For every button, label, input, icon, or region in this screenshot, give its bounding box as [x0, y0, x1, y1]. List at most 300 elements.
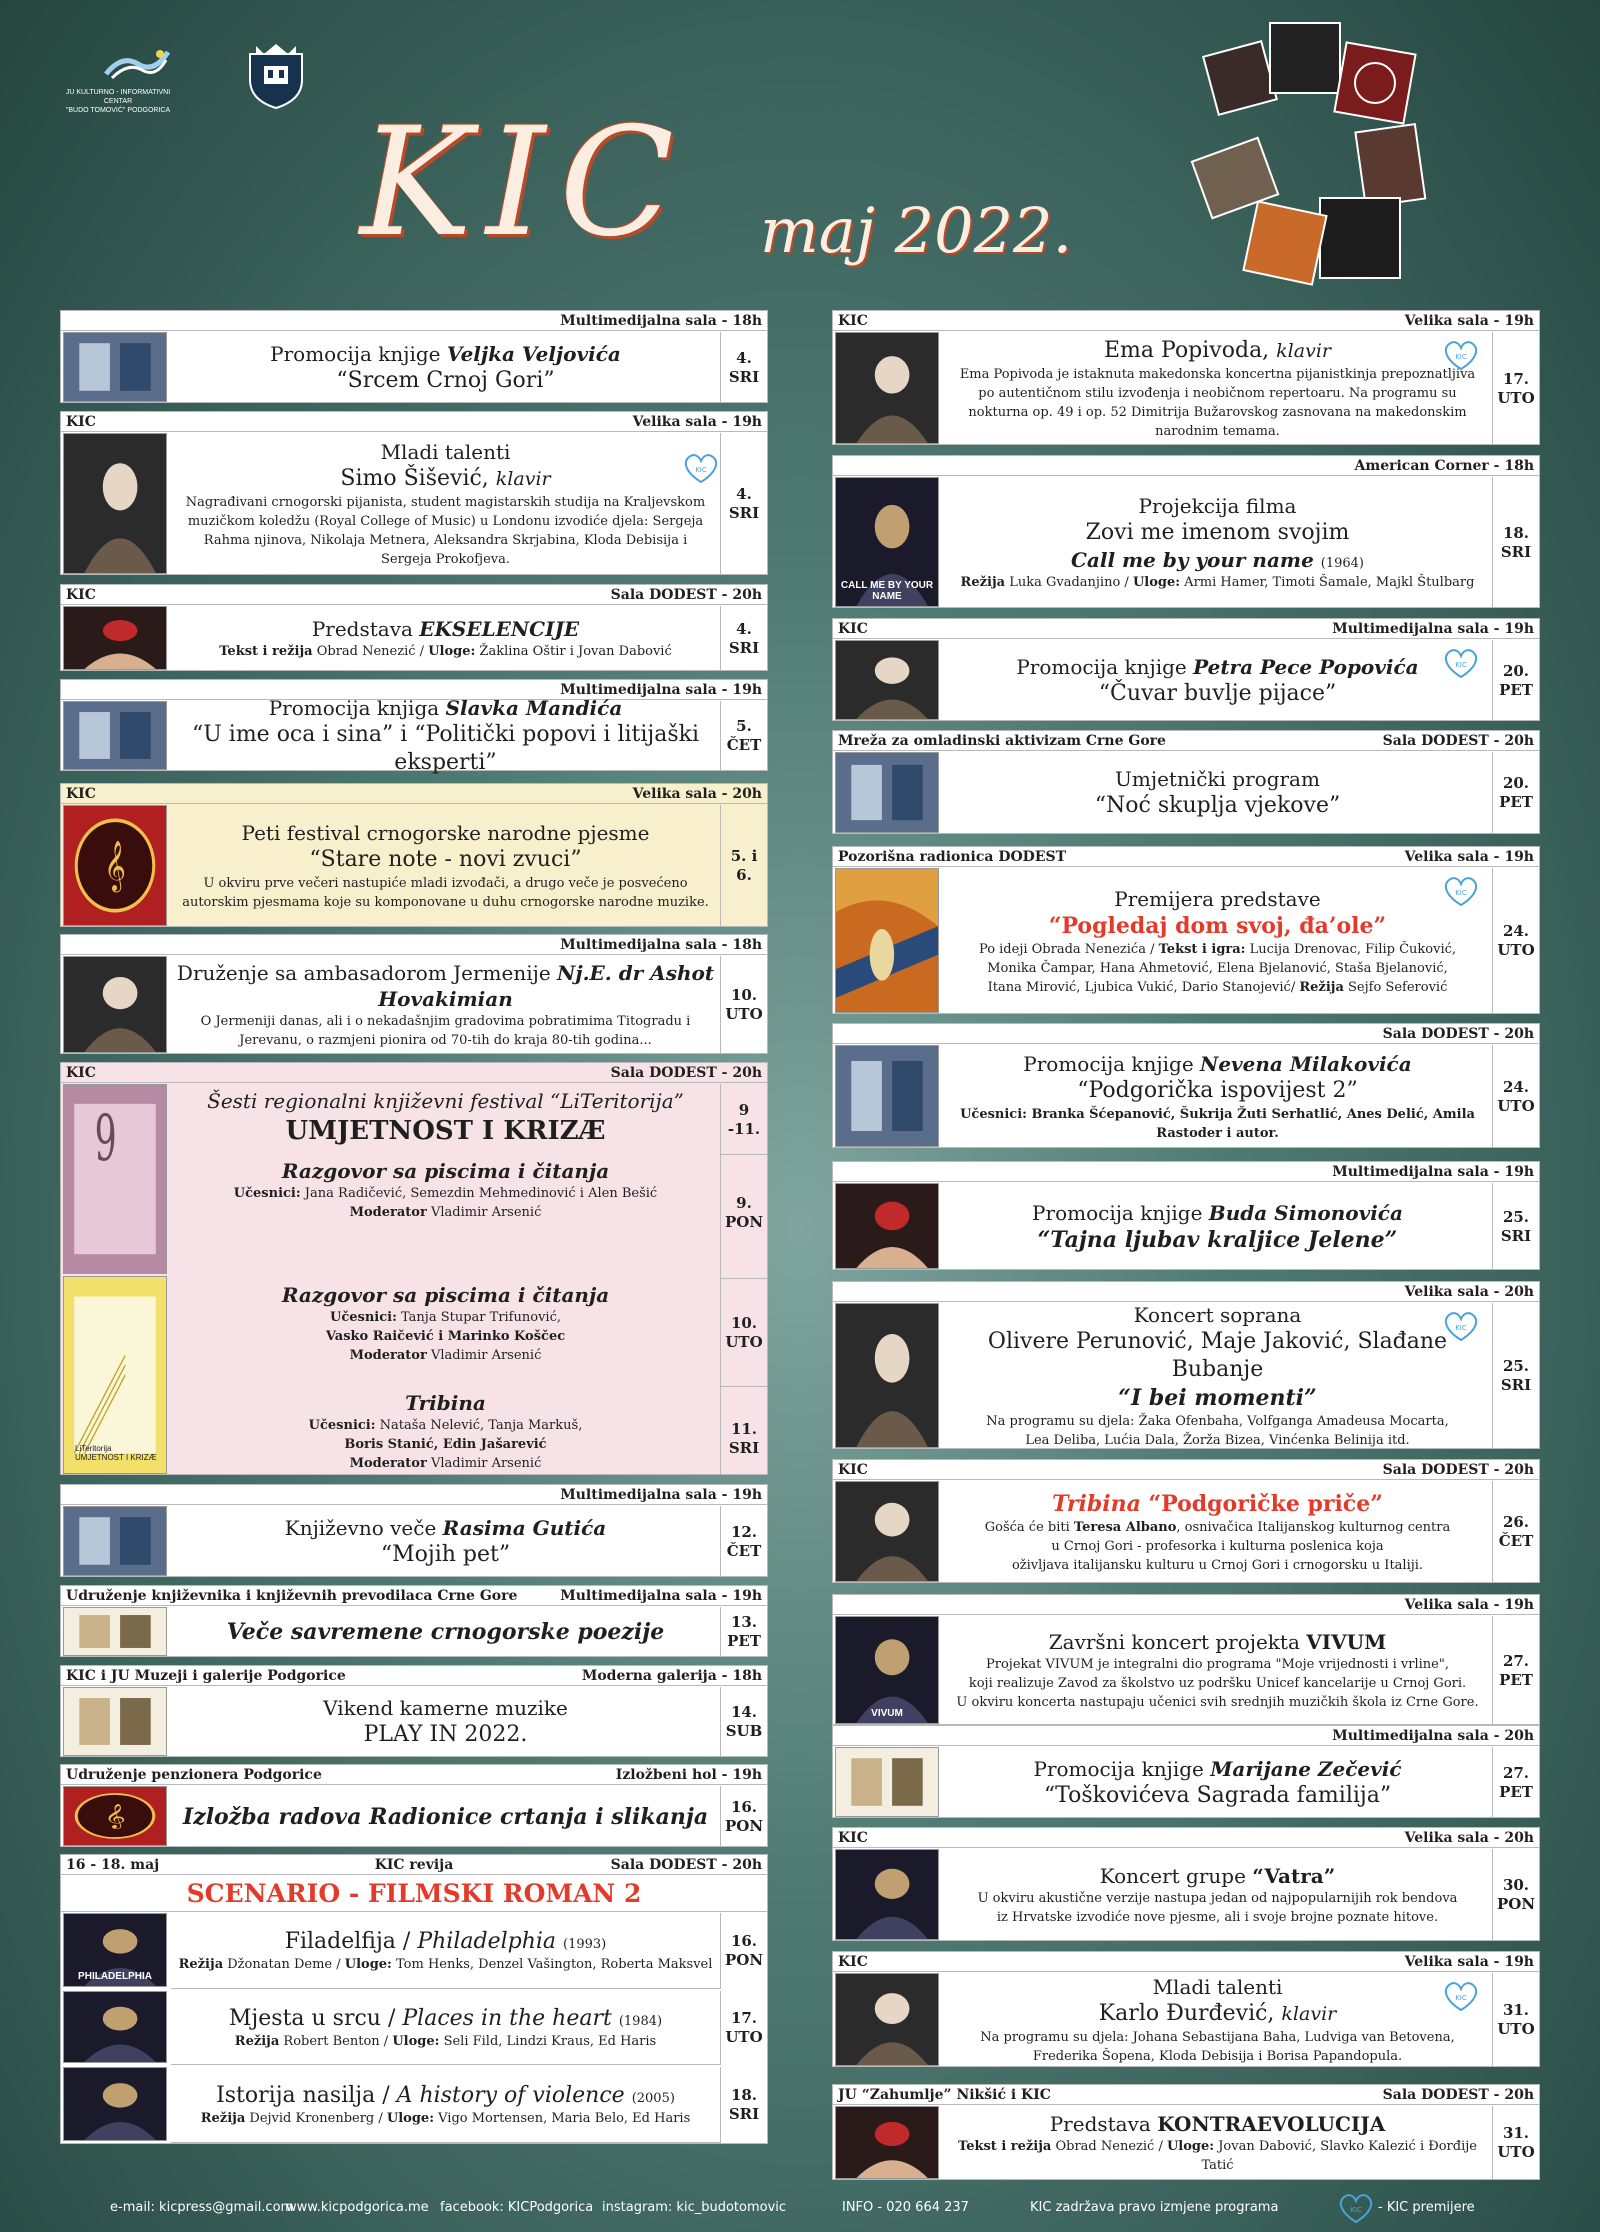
- footer-email[interactable]: e-mail: kicpress@gmail.com: [110, 2200, 294, 2215]
- footer-info-phone: INFO - 020 664 237: [842, 2200, 969, 2215]
- event-title-name: Slavka Mandića: [445, 696, 623, 720]
- event-header: [61, 1666, 767, 1686]
- event-red-prefix: Tribina: [1052, 1490, 1149, 1517]
- event-description: Ema Popivoda je istaknuta makedonska koncertna pijanistkinja prepoznatljiva po autentičnom stilu izvođenja i neobičnom repertoaru. Na programu su nokturna op. 49 i op. 52 Dimitrija Bužarovskog zasnovana na makedonskim narodnim temama.: [959, 366, 1476, 439]
- credit-segment: Uloge:: [1166, 2139, 1215, 2154]
- event-title-prefix: Promocija knjige: [1016, 654, 1194, 679]
- event-credits-line: [943, 1412, 1492, 1431]
- svg-text:𝄞: 𝄞: [104, 841, 126, 891]
- session-participants: [171, 1308, 720, 1327]
- session-participants: [171, 1454, 720, 1473]
- date-number: 5. i 6.: [730, 847, 758, 884]
- event-header: [833, 731, 1539, 751]
- event-venue-time: Velika sala - 20h: [1404, 1830, 1534, 1846]
- event-title-prefix: Književno veče: [284, 1515, 443, 1540]
- event-image: [63, 606, 167, 670]
- session-date: [721, 1278, 767, 1386]
- event-credits: [943, 573, 1492, 592]
- event-venue-time: Sala DODEST - 20h: [610, 587, 762, 603]
- footer-facebook[interactable]: facebook: KICPodgorica: [440, 2200, 594, 2215]
- participant-segment: Vladimir Arsenić: [426, 1205, 542, 1220]
- event-title: [171, 820, 720, 846]
- event-subtitle: “Podgorička ispovijest 2”: [1077, 1077, 1358, 1103]
- event-header: [61, 784, 767, 804]
- event-title: [171, 616, 720, 642]
- credit-segment: Uloge:: [344, 1956, 392, 1972]
- event-credits-line: [943, 940, 1492, 959]
- credit-segment: Režija: [178, 1956, 224, 1972]
- credit-segment: Armi Hamer, Timoti Šamale, Majkl Štulbarg: [1180, 575, 1475, 590]
- event-body: [171, 805, 721, 927]
- event-card-right-8: [832, 1459, 1540, 1583]
- event-title-prefix: Promocija knjige: [1033, 1756, 1211, 1781]
- event-body: [171, 433, 721, 575]
- event-date: [1493, 640, 1539, 721]
- date-number: 10.: [730, 1313, 758, 1332]
- festival-session: [171, 1158, 720, 1274]
- participant-segment: Vladimir Arsenić: [426, 1348, 542, 1363]
- event-date: [1493, 477, 1539, 608]
- event-image: [63, 332, 167, 402]
- event-image: [835, 1303, 939, 1448]
- kic-premiere-heart-icon: [1441, 1310, 1481, 1344]
- event-image: [835, 1045, 939, 1147]
- kic-premiere-heart-icon: [1441, 339, 1481, 373]
- event-title: [943, 1302, 1492, 1328]
- date-number: 31.: [1502, 2124, 1530, 2142]
- event-date: [1493, 2106, 1539, 2180]
- event-date: [1493, 1045, 1539, 1148]
- event-body: [943, 332, 1493, 445]
- event-italic-title: Veče savremene crnogorske poezije: [226, 1619, 665, 1645]
- event-title-prefix: Umjetnički program: [1115, 767, 1320, 791]
- date-number: 14.: [730, 1703, 758, 1721]
- event-title: [943, 1200, 1492, 1226]
- event-venue-time: Sala DODEST - 20h: [1382, 1026, 1534, 1042]
- credit-segment: Itana Mirović, Ljubica Vukić, Dario Stanojević/: [987, 979, 1300, 995]
- svg-text:KIC: KIC: [1350, 2206, 1362, 2214]
- date-weekday: SRI: [1500, 1376, 1532, 1394]
- credit-segment: Monika Čampar, Hana Ahmetović, Elena Bjelanović, Staša Bjelanović,: [987, 960, 1448, 976]
- description-segment: u Crnoj Gori - profesorka i kulturna poslenica koja: [1051, 1538, 1384, 1554]
- event-header: [833, 619, 1539, 639]
- event-organizer: KIC: [838, 621, 868, 637]
- credit-segment: Vigo Mortensen, Maria Belo, Ed Haris: [434, 2110, 691, 2126]
- event-name-text: Simo Šišević,: [340, 466, 496, 491]
- event-date: [721, 606, 767, 671]
- date-weekday: UTO: [1497, 1096, 1535, 1115]
- event-subtitle: “Toškovićeva Sagrada familija”: [1043, 1782, 1392, 1808]
- event-card-right-2: [832, 618, 1540, 721]
- event-title: [943, 1756, 1492, 1782]
- date-number: 27.: [1502, 1651, 1530, 1670]
- event-title-name: Nevena Milakovića: [1200, 1051, 1412, 1076]
- date-weekday: UTO: [1497, 2020, 1535, 2038]
- event-title: [171, 1515, 720, 1541]
- event-image: [63, 433, 167, 574]
- event-date: [1493, 868, 1539, 1014]
- event-name: [171, 465, 720, 493]
- credit-segment: Obrad Nenezić /: [1051, 2139, 1167, 2154]
- event-organizer: KIC: [66, 1065, 96, 1081]
- footer-website[interactable]: www.kicpodgorica.me: [286, 2200, 429, 2215]
- event-header: [833, 1595, 1539, 1615]
- event-image: [63, 1687, 167, 1756]
- credit-segment: Sejfo Seferović: [1343, 979, 1448, 995]
- date-weekday: UTO: [1497, 388, 1535, 407]
- event-body: [171, 696, 721, 775]
- event-title-name: Petra Pece Popovića: [1193, 654, 1419, 679]
- event-date: [721, 433, 767, 575]
- description-segment: U okviru koncerta nastupaju učenici svih srednjih muzičkih škola iz Crne Gore.: [956, 1695, 1479, 1710]
- event-card-left-4: [60, 783, 768, 927]
- event-venue-time: Velika sala - 19h: [632, 414, 762, 430]
- event-credits-line: [943, 978, 1492, 997]
- festival-session: [171, 1282, 720, 1390]
- date-weekday: SRI: [1500, 1226, 1532, 1245]
- kic-premiere-heart-icon: [1441, 647, 1481, 681]
- event-subtitle: “Srcem Crnoj Gori”: [336, 367, 555, 393]
- date-weekday: UTO: [725, 1332, 763, 1351]
- event-card-right-10: [832, 1725, 1540, 1818]
- event-title: [171, 439, 720, 465]
- original-title: Call me by your name: [1070, 548, 1321, 572]
- event-credits: [943, 2137, 1492, 2175]
- film-poster: [63, 1991, 167, 2063]
- date-weekday: SRI: [728, 638, 760, 657]
- event-venue-time: Izložbeni hol - 19h: [615, 1767, 762, 1783]
- event-title-prefix: Završni koncert projekta: [1048, 1630, 1307, 1654]
- event-title: [943, 1051, 1492, 1077]
- credit-segment: Džonatan Deme /: [223, 1956, 345, 1972]
- event-description-line: [943, 1556, 1492, 1575]
- event-venue-time: Moderna galerija - 18h: [581, 1668, 762, 1684]
- event-title-bold: “Vatra”: [1252, 1864, 1336, 1888]
- event-venue-time: Multimedijalna sala - 19h: [1332, 1164, 1534, 1180]
- event-card-left-9: [60, 1665, 768, 1757]
- event-card-left-3: [60, 679, 768, 775]
- kic-premiere-heart-icon: [1336, 2192, 1376, 2226]
- description-segment: Teresa Albano: [1073, 1519, 1177, 1535]
- kic-logo-mark: [102, 44, 172, 84]
- svg-text:KIC: KIC: [1455, 353, 1467, 361]
- event-header: [833, 1024, 1539, 1044]
- film-poster-label: PHILADELPHIA: [78, 1971, 152, 1982]
- event-date: [1493, 752, 1539, 834]
- date-weekday: PON: [1496, 1895, 1536, 1913]
- date-number: 18.: [730, 2086, 758, 2104]
- event-card-left-1: [60, 411, 768, 575]
- credit-segment: Luka Gvadanjino /: [1005, 575, 1133, 590]
- date-weekday: PET: [1499, 1670, 1533, 1689]
- participant-segment: Vasko Raičević i Marinko Koščec: [325, 1329, 566, 1344]
- date-weekday: UTO: [725, 1005, 763, 1023]
- event-credits: [943, 1105, 1492, 1143]
- event-subtitle: “Mojih pet”: [380, 1541, 511, 1567]
- credit-segment: Uloge:: [1132, 575, 1181, 590]
- poster-title: KIC: [360, 96, 689, 270]
- event-subtitle: “Noć skuplja vjekove”: [1094, 793, 1341, 818]
- event-header: [61, 935, 767, 955]
- film-date: [721, 2067, 767, 2143]
- event-title: [943, 493, 1492, 519]
- date-number: 20.: [1502, 774, 1530, 792]
- festival-session: [171, 1390, 720, 1494]
- event-card-left-7: [60, 1484, 768, 1577]
- event-title-name: Rasima Gutića: [442, 1515, 607, 1540]
- film-title: [171, 2082, 720, 2109]
- date-weekday: PET: [1499, 1782, 1533, 1801]
- event-series: KIC revija: [374, 1857, 454, 1873]
- event-title-name: Marijane Zečević: [1210, 1756, 1402, 1781]
- event-body: [943, 1616, 1493, 1725]
- svg-text:9: 9: [94, 1101, 117, 1177]
- event-organizer: KIC: [838, 1462, 868, 1478]
- event-organizer: KIC: [66, 414, 96, 430]
- event-name-text: “Stare note - novi zvuci”: [309, 847, 582, 872]
- event-title-name: Nj.E. dr Ashot Hovakimian: [378, 961, 715, 1011]
- event-title: [943, 1863, 1492, 1889]
- participant-segment: Učesnici:: [308, 1418, 376, 1433]
- event-date: [721, 805, 767, 927]
- event-image: [63, 1607, 167, 1656]
- date-number: 12.: [730, 1522, 758, 1541]
- event-date: [1493, 1183, 1539, 1270]
- credit-segment: Uloge:: [386, 2110, 434, 2126]
- session-date: [721, 1154, 767, 1270]
- event-description-line: [943, 1889, 1492, 1908]
- event-description-line: [943, 1908, 1492, 1927]
- event-credits-line: [943, 959, 1492, 978]
- event-card-left-0: [60, 310, 768, 403]
- svg-text:KIC: KIC: [1455, 1994, 1467, 2002]
- svg-text:𝄞: 𝄞: [104, 1804, 126, 1829]
- session-title: Razgovor sa piscima i čitanja: [281, 1283, 610, 1307]
- participant-segment: Učesnici:: [233, 1186, 301, 1201]
- film-poster: [63, 2067, 167, 2141]
- festival-name: Šesti regionalni književni festival “LiTeritorija”: [207, 1089, 684, 1113]
- event-title-prefix: Peti festival crnogorske narodne pjesme: [241, 821, 650, 845]
- footer-instagram[interactable]: instagram: kic_budotomovic: [602, 2200, 787, 2215]
- event-italic-title: “Tajna ljubav kraljice Jelene”: [1037, 1226, 1398, 1253]
- credit-segment: Učesnici: Branka Šćepanović, Šukrija Žuti Serhatlić, Anes Delić, Amila Rastoder i autor.: [960, 1106, 1475, 1141]
- date-number: 4.: [736, 348, 752, 367]
- event-title: [171, 341, 720, 367]
- event-venue-time: Sala DODEST - 20h: [1382, 2087, 1534, 2103]
- event-title: [943, 886, 1492, 912]
- event-card-right-3: [832, 730, 1540, 834]
- event-image: [835, 2106, 939, 2179]
- film-title-local: Mjesta u srcu /: [228, 2005, 403, 2031]
- event-title-prefix: Promocija knjiga: [268, 696, 446, 720]
- date-weekday: UTO: [725, 2028, 763, 2046]
- event-organizer: KIC: [838, 1830, 868, 1846]
- credit-segment: Režija: [1299, 979, 1344, 995]
- footer-rights-note: KIC zadržava pravo izmjene programa: [1030, 2200, 1279, 2215]
- event-venue-time: Velika sala - 20h: [1404, 1284, 1534, 1300]
- event-title-prefix: Premijera predstave: [1114, 886, 1321, 911]
- event-title-bold: KONTRAEVOLUCIJA: [1157, 2112, 1386, 2136]
- date-weekday: UTO: [1497, 2143, 1535, 2161]
- event-body: [171, 1786, 721, 1847]
- date-number: 24.: [1502, 1077, 1530, 1096]
- event-image: [835, 1973, 939, 2066]
- event-title: [171, 960, 720, 1012]
- kic-premiere-heart-icon: [681, 452, 721, 486]
- description-segment: oživljava italijansku kulturu u Crnoj Gori i crnogorsku u Italiji.: [1011, 1557, 1424, 1573]
- event-body: [171, 332, 721, 403]
- event-body: [171, 606, 721, 671]
- event-title-prefix: Druženje sa ambasadorom Jermenije: [176, 961, 558, 985]
- event-body: [943, 752, 1493, 834]
- date-number: 24.: [1502, 922, 1530, 940]
- film-title: [171, 1928, 720, 1955]
- event-organizer: KIC i JU Muzeji i galerije Podgorice: [66, 1668, 346, 1684]
- event-date: [721, 701, 767, 771]
- event-body: [943, 1045, 1493, 1148]
- credit-segment: Tekst i režija: [219, 644, 313, 659]
- date-number: 4.: [736, 619, 752, 638]
- event-date: [1493, 1616, 1539, 1725]
- event-title: [943, 766, 1492, 792]
- event-title-prefix: Koncert soprana: [1133, 1303, 1302, 1327]
- event-venue-time: Multimedijalna sala - 19h: [1332, 621, 1534, 637]
- event-description-line: [943, 2028, 1492, 2047]
- image-label: CALL ME BY YOUR NAME: [840, 580, 934, 602]
- event-venue-time: Sala DODEST - 20h: [1382, 733, 1534, 749]
- event-organizer: KIC: [838, 1954, 868, 1970]
- event-card-left-8: [60, 1585, 768, 1657]
- description-segment: U okviru akustične verzije nastupa jedan od najpopularnijih rok bendova: [977, 1891, 1458, 1906]
- session-participants: [171, 1327, 720, 1346]
- kic-logo: [58, 40, 178, 120]
- film-title-original: Places in the heart: [402, 2005, 619, 2031]
- event-venue-time: Multimedijalna sala - 20h: [1332, 1728, 1534, 1744]
- event-header: [61, 1765, 767, 1785]
- film-date: [721, 1913, 767, 1989]
- description-segment: Gošća će biti: [984, 1519, 1074, 1535]
- event-body: [943, 1481, 1493, 1583]
- description-segment: Frederika Šopena, Kloda Debisija i Borisa Papandopula.: [1032, 2049, 1403, 2064]
- event-name: [171, 846, 720, 874]
- credit-segment: Po ideji Obrada Nenezića /: [978, 941, 1159, 957]
- participant-segment: Moderator: [349, 1456, 427, 1471]
- event-title: [171, 695, 720, 721]
- event-credits: [171, 642, 720, 661]
- event-body: [171, 2067, 721, 2143]
- event-image: [835, 752, 939, 833]
- description-segment: Na programu su djela: Johana Sebastijana Baha, Ludviga van Betovena,: [980, 2030, 1455, 2045]
- event-card-right-9: [832, 1594, 1540, 1725]
- date-number: 17.: [730, 2009, 758, 2027]
- description-segment: koji realizuje Zavod za školstvo uz podršku Unicef kancelarije u Crnoj Gori.: [968, 1676, 1467, 1691]
- date-weekday: PET: [1499, 680, 1533, 699]
- credit-segment: Lucija Drenovac, Filip Čuković,: [1245, 941, 1457, 957]
- event-title: [943, 1629, 1492, 1655]
- film-title: [171, 2005, 720, 2032]
- poster-month: maj 2022.: [760, 194, 1073, 267]
- event-description-line: [943, 1518, 1492, 1537]
- date-weekday: ČET: [1498, 1532, 1534, 1550]
- event-subtitle: “U ime oca i sina” i “Politički popovi i litijaški eksperti”: [192, 722, 699, 775]
- event-name-role: klavir: [1281, 2003, 1337, 2025]
- event-date: [721, 1506, 767, 1577]
- event-image: [63, 701, 167, 770]
- event-header: [61, 412, 767, 432]
- event-body: [943, 1973, 1493, 2067]
- image-label: VIVUM: [871, 1708, 903, 1719]
- date-weekday: PON: [724, 1816, 764, 1835]
- event-name: [943, 1328, 1492, 1384]
- film-year: (1984): [618, 2013, 663, 2029]
- event-name: [943, 2000, 1492, 2028]
- event-body: [943, 640, 1493, 721]
- event-title-part: Promocija knjige: [270, 341, 447, 366]
- event-name-role: klavir: [1276, 339, 1331, 362]
- event-body: [171, 1991, 721, 2065]
- session-participants: [171, 1416, 720, 1435]
- film-credits: [171, 1955, 720, 1974]
- event-venue-time: Sala DODEST - 20h: [610, 1857, 762, 1873]
- event-date: [1493, 1973, 1539, 2067]
- kic-logo-text: JU KULTURNO - INFORMATIVNI CENTAR "BUDO TOMOVIĆ" PODGORICA: [65, 89, 171, 114]
- date-weekday: SRI: [728, 367, 760, 386]
- participant-segment: Tanja Stupar Trifunović,: [396, 1310, 561, 1325]
- film-date: [721, 1991, 767, 2065]
- event-header: [833, 456, 1539, 476]
- event-card-right-7: [832, 1281, 1540, 1449]
- date-number: 9.: [736, 1193, 752, 1212]
- participant-segment: Jana Radičević, Semezdin Mehmedinović i Alen Bešić: [300, 1186, 658, 1201]
- credit-segment: Tekst i režija: [958, 2139, 1052, 2154]
- literitorija-book-1: [63, 1084, 167, 1274]
- event-image: [835, 332, 939, 444]
- event-card-right-0: [832, 310, 1540, 445]
- event-card-literitorija: [60, 1062, 768, 1475]
- event-venue-time: Sala DODEST - 20h: [1382, 1462, 1534, 1478]
- event-card-right-11: [832, 1827, 1540, 1941]
- event-title-bold: VIVUM: [1306, 1630, 1387, 1654]
- film-year: (1993): [563, 1936, 607, 1952]
- original-year: (1964): [1320, 556, 1365, 571]
- event-organizer: Pozorišna radionica DODEST: [838, 849, 1067, 865]
- credit-segment: Dejvid Kronenberg /: [245, 2110, 387, 2126]
- event-description-line: [943, 1655, 1492, 1674]
- date-weekday: PET: [1499, 793, 1533, 811]
- session-participants: [171, 1184, 720, 1203]
- event-red-title: [943, 1490, 1492, 1518]
- series-title: SCENARIO - FILMSKI ROMAN 2: [61, 1877, 767, 1912]
- event-name-text: Zovi me imenom svojim: [1085, 520, 1350, 545]
- event-date: [721, 1786, 767, 1847]
- date-weekday: UTO: [1497, 941, 1535, 959]
- event-organizer: Mreža za omladinski aktivizam Crne Gore: [838, 733, 1166, 749]
- date-number: 30.: [1502, 1876, 1530, 1894]
- svg-text:KIC: KIC: [1455, 1324, 1467, 1332]
- credit-segment: Obrad Nenezić /: [312, 644, 429, 659]
- film-year: (2005): [631, 2090, 675, 2106]
- credit-segment: Na programu su djela: Žaka Ofenbaha, Volfganga Amadeusa Mocarta,: [986, 1414, 1449, 1429]
- festival-body: [171, 1084, 721, 1475]
- film-poster: [63, 1913, 167, 1987]
- event-body: [943, 1303, 1493, 1449]
- event-title-prefix: Promocija knjige: [1032, 1200, 1209, 1225]
- credit-segment: Jovan Dabović, Slavko Kalezić i Đorđije Tatić: [1201, 2139, 1477, 2173]
- event-title-prefix: Promocija knjige: [1023, 1051, 1201, 1076]
- event-description-line: [943, 1693, 1492, 1712]
- event-title-prefix: Predstava: [311, 617, 420, 641]
- description-segment: , osnivačica Italijanskog kulturnog centra: [1176, 1519, 1451, 1535]
